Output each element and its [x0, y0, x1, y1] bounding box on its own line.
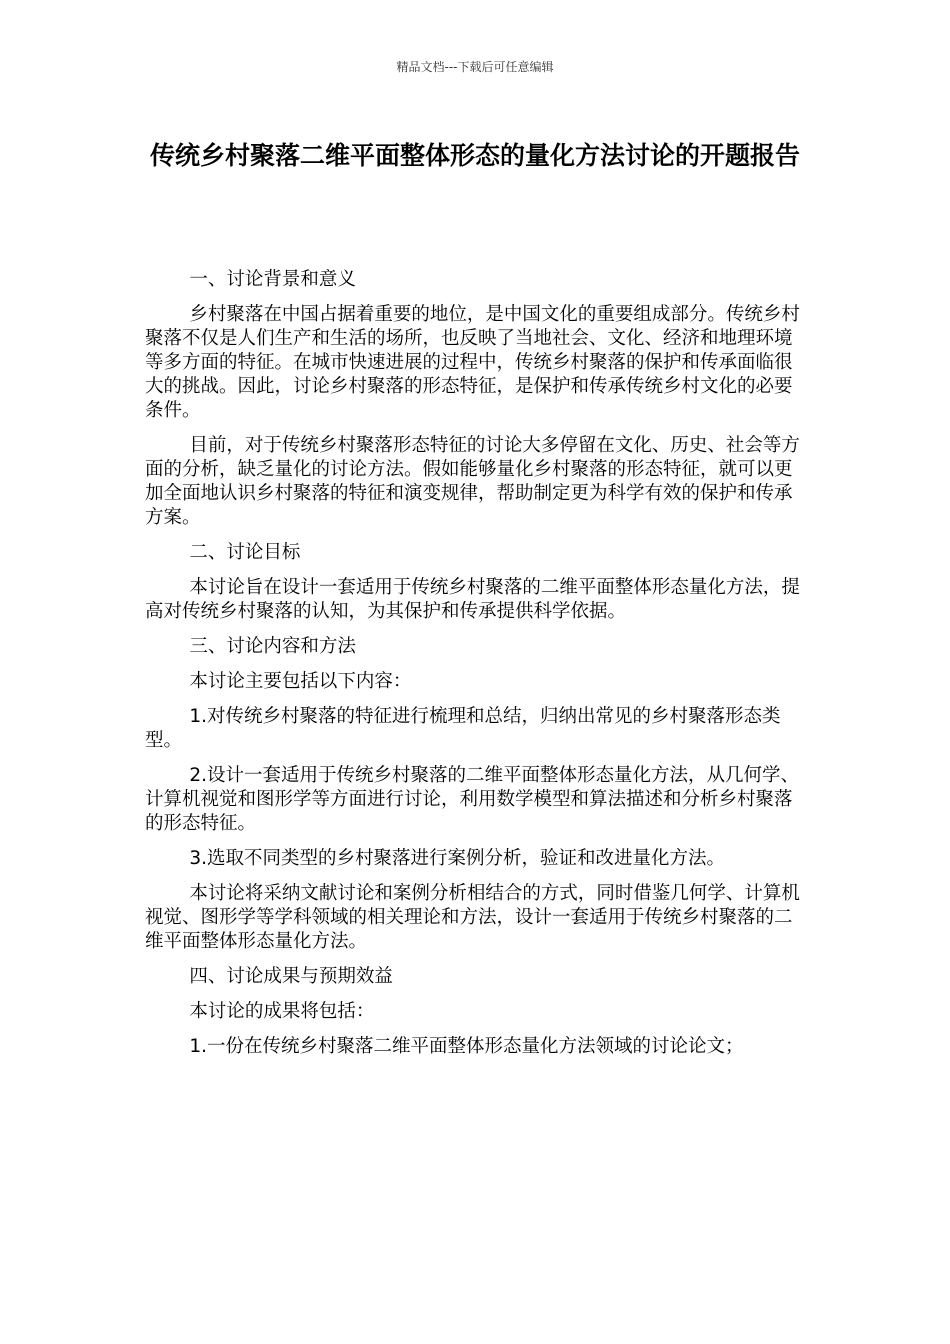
section-heading: 四、讨论成果与预期效益	[189, 966, 393, 987]
body-paragraph: 本讨论旨在设计一套适用于传统乡村聚落的二维平面整体形态量化方法，提高对传统乡村聚落的认知，为其保护和传承提供科学依据。	[145, 577, 800, 622]
body-paragraph: 本讨论将采纳文献讨论和案例分析相结合的方式，同时借鉴几何学、计算机视觉、图形学等学科领域的相关理论和方法，设计一套适用于传统乡村聚落的二维平面整体形态量化方法。	[145, 883, 800, 952]
section-heading: 一、讨论背景和意义	[189, 269, 356, 290]
list-item: 3.选取不同类型的乡村聚落进行案例分析，验证和改进量化方法。	[189, 848, 726, 869]
body-paragraph: 乡村聚落在中国占据着重要的地位，是中国文化的重要组成部分。传统乡村聚落不仅是人们生产和生活的场所，也反映了当地社会、文化、经济和地理环境等多方面的特征。在城市快速进展的过程中，传统乡村聚落的保护和传承面临很大的挑战。因此，讨论乡村聚落的形态特征，是保护和传承传统乡村文化的必要条件。	[145, 304, 800, 421]
list-item: 1.一份在传统乡村聚落二维平面整体形态量化方法领域的讨论论文；	[189, 1036, 744, 1057]
section-heading: 二、讨论目标	[189, 542, 301, 563]
list-item: 1.对传统乡村聚落的特征进行梳理和总结，归纳出常见的乡村聚落形态类型。	[145, 706, 781, 751]
document-body	[145, 268, 807, 1070]
body-paragraph: 本讨论主要包括以下内容：	[189, 671, 412, 692]
body-paragraph: 本讨论的成果将包括：	[189, 1001, 375, 1022]
body-paragraph: 目前，对于传统乡村聚落形态特征的讨论大多停留在文化、历史、社会等方面的分析，缺乏量化的讨论方法。假如能够量化乡村聚落的形态特征，就可以更加全面地认识乡村聚落的特征和演变规律，帮助制定更为科学有效的保护和传承方案。	[145, 435, 800, 528]
section-heading: 三、讨论内容和方法	[189, 636, 356, 657]
page-header: 精品文档---下载后可任意编辑	[396, 60, 554, 74]
list-item: 2.设计一套适用于传统乡村聚落的二维平面整体形态量化方法，从几何学、计算机视觉和图形学等方面进行讨论，利用数学模型和算法描述和分析乡村聚落的形态特征。	[145, 765, 800, 834]
document-title: 传统乡村聚落二维平面整体形态的量化方法讨论的开题报告	[149, 141, 800, 170]
